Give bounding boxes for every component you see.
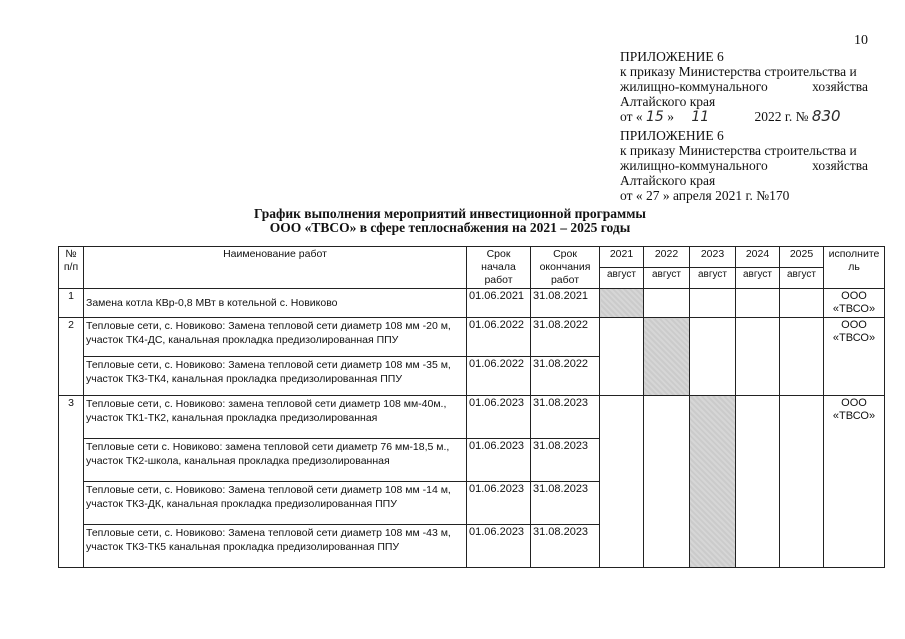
row-number: 2 <box>59 318 84 396</box>
date-text: » <box>667 109 674 124</box>
gantt-cell-active <box>600 289 644 318</box>
appendix-heading: ПРИЛОЖЕНИЕ 6 <box>620 128 724 143</box>
header-month: август <box>644 268 690 289</box>
page-number: 10 <box>854 33 868 48</box>
appendix-block-old <box>620 128 868 203</box>
appendix-line <box>620 79 868 94</box>
executor-cell: ООО «ТВСО» <box>824 396 885 568</box>
appendix-block-new <box>620 49 868 125</box>
end-date: 31.08.2023 <box>531 396 600 439</box>
header-year: 2025 <box>780 247 824 268</box>
end-date: 31.08.2022 <box>531 318 600 357</box>
gantt-cell <box>736 396 780 568</box>
header-month: август <box>600 268 644 289</box>
gantt-cell <box>690 318 736 396</box>
header-executor: исполнитель <box>824 247 885 289</box>
start-date: 01.06.2023 <box>467 482 531 525</box>
end-date: 31.08.2023 <box>531 482 600 525</box>
start-date: 01.06.2023 <box>467 525 531 568</box>
appendix-date <box>620 109 868 125</box>
gantt-cell <box>780 289 824 318</box>
appendix-line: Алтайского края <box>620 173 716 188</box>
gantt-cell <box>644 396 690 568</box>
end-date: 31.08.2021 <box>531 289 600 318</box>
executor-cell: ООО «ТВСО» <box>824 289 885 318</box>
header-month: август <box>780 268 824 289</box>
start-date: 01.06.2022 <box>467 318 531 357</box>
gantt-cell <box>780 396 824 568</box>
gantt-cell <box>736 289 780 318</box>
header-end: Срок окончания работ <box>531 247 600 289</box>
date-text: 2022 г. № <box>754 109 809 124</box>
handwritten-month: 11 <box>691 109 710 125</box>
gantt-cell <box>690 289 736 318</box>
work-name: Тепловые сети, с. Новиково: Замена тепловой сети диаметр 108 мм -14 м, участок ТК3-ДК, канальная прокладка предизолированная ППУ <box>84 482 467 525</box>
appendix-line: Алтайского края <box>620 94 716 109</box>
work-name: Тепловые сети, с. Новиково: замена тепловой сети диаметр 108 мм-40м., участок ТК1-ТК2, канальная прокладка предизолированная <box>84 396 467 439</box>
start-date: 01.06.2022 <box>467 357 531 396</box>
appendix-text: жилищно-коммунального <box>620 79 768 94</box>
handwritten-day: 15 <box>645 109 664 125</box>
gantt-cell-active <box>644 318 690 396</box>
appendix-date: от « 27 » апреля 2021 г. №170 <box>620 188 790 203</box>
header-year: 2022 <box>644 247 690 268</box>
title-line: График выполнения мероприятий инвестиционной программы <box>254 206 646 221</box>
work-name: Тепловые сети, с. Новиково: Замена тепловой сети диаметр 108 мм -43 м, участок ТК3-ТК5 канальная прокладка предизолированная ППУ <box>84 525 467 568</box>
gantt-cell <box>644 289 690 318</box>
start-date: 01.06.2023 <box>467 439 531 482</box>
appendix-line <box>620 158 868 173</box>
gantt-cell <box>736 318 780 396</box>
gantt-cell-active <box>690 396 736 568</box>
start-date: 01.06.2021 <box>467 289 531 318</box>
work-name: Тепловые сети с. Новиково: замена тепловой сети диаметр 76 мм-18,5 м., участок ТК2-школа, канальная прокладка предизолированная <box>84 439 467 482</box>
schedule-table <box>58 246 885 568</box>
header-num: № п/п <box>59 247 84 289</box>
end-date: 31.08.2022 <box>531 357 600 396</box>
gantt-cell <box>600 318 644 396</box>
row-number: 3 <box>59 396 84 568</box>
header-year: 2024 <box>736 247 780 268</box>
work-name: Тепловые сети, с. Новиково: Замена тепловой сети диаметр 108 мм -35 м, участок ТК3-ТК4, канальная прокладка предизолированная ППУ <box>84 357 467 396</box>
table-row <box>59 318 885 357</box>
appendix-line: к приказу Министерства строительства и <box>620 143 857 158</box>
gantt-cell <box>600 396 644 568</box>
appendix-text: хозяйства <box>812 158 868 173</box>
start-date: 01.06.2023 <box>467 396 531 439</box>
appendix-heading: ПРИЛОЖЕНИЕ 6 <box>620 49 724 64</box>
header-year: 2023 <box>690 247 736 268</box>
header-name: Наименование работ <box>84 247 467 289</box>
appendix-text: жилищно-коммунального <box>620 158 768 173</box>
header-month: август <box>736 268 780 289</box>
work-name: Тепловые сети, с. Новиково: Замена тепловой сети диаметр 108 мм -20 м, участок ТК4-ДС, канальная прокладка предизолированная ППУ <box>84 318 467 357</box>
handwritten-number: 830 <box>811 107 841 125</box>
appendix-line: к приказу Министерства строительства и <box>620 64 857 79</box>
end-date: 31.08.2023 <box>531 439 600 482</box>
document-title <box>150 207 750 235</box>
header-start: Срок начала работ <box>467 247 531 289</box>
header-year: 2021 <box>600 247 644 268</box>
header-row <box>59 247 885 268</box>
table-row <box>59 396 885 439</box>
date-text: от « <box>620 109 643 124</box>
work-name: Замена котла КВр-0,8 МВт в котельной с. Новиково <box>84 289 467 318</box>
appendix-text: хозяйства <box>812 79 868 94</box>
row-number: 1 <box>59 289 84 318</box>
table-row <box>59 289 885 318</box>
gantt-cell <box>780 318 824 396</box>
header-month: август <box>690 268 736 289</box>
executor-cell: ООО «ТВСО» <box>824 318 885 396</box>
end-date: 31.08.2023 <box>531 525 600 568</box>
title-line: ООО «ТВСО» в сфере теплоснабжения на 2021 – 2025 годы <box>269 220 631 235</box>
